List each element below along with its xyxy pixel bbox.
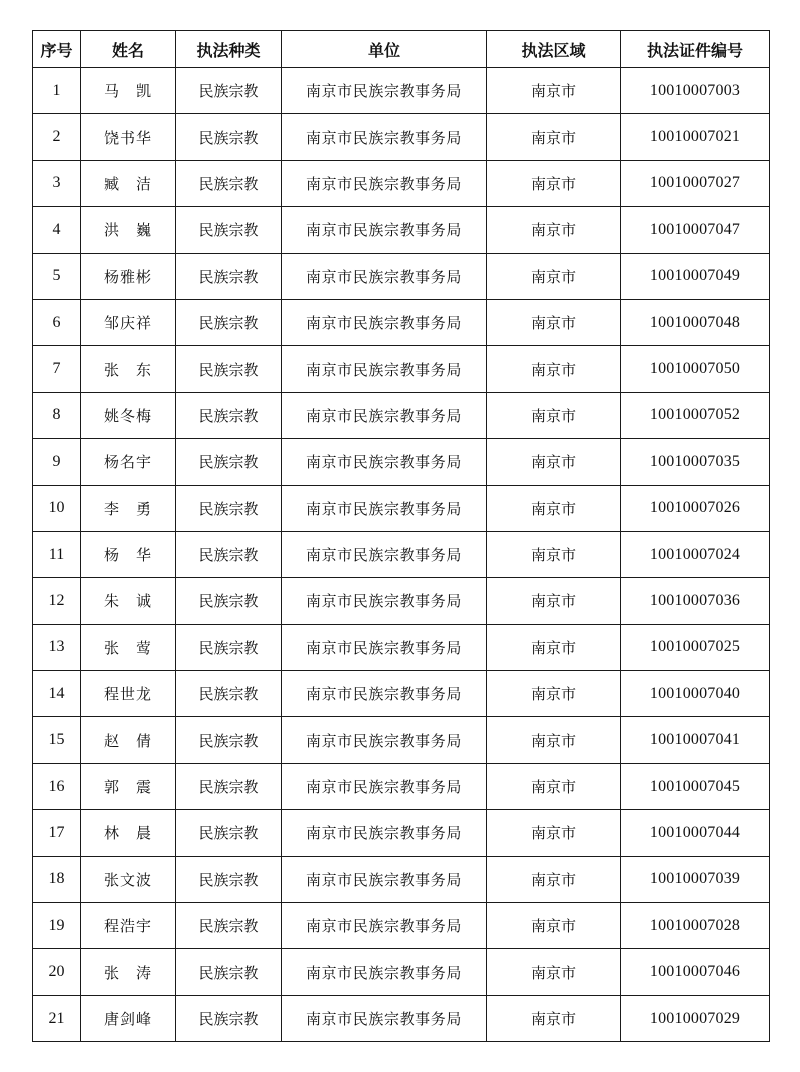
- cell-enforcement-type: 民族宗教: [176, 392, 282, 438]
- cell-serial-number: 13: [33, 624, 81, 670]
- cell-enforcement-area: 南京市: [487, 671, 621, 717]
- cell-enforcement-type: 民族宗教: [176, 253, 282, 299]
- cell-enforcement-area: 南京市: [487, 717, 621, 763]
- cell-name: 杨 华: [81, 531, 176, 577]
- cell-certificate-number: 10010007036: [621, 578, 770, 624]
- table-row: [33, 671, 770, 717]
- cell-unit: 南京市民族宗教事务局: [282, 995, 487, 1041]
- table-body: [33, 68, 770, 1042]
- cell-certificate-number: 10010007028: [621, 903, 770, 949]
- cell-unit: 南京市民族宗教事务局: [282, 856, 487, 902]
- cell-certificate-number: 10010007021: [621, 114, 770, 160]
- cell-serial-number: 20: [33, 949, 81, 995]
- cell-enforcement-area: 南京市: [487, 531, 621, 577]
- cell-certificate-number: 10010007048: [621, 299, 770, 345]
- cell-serial-number: 5: [33, 253, 81, 299]
- cell-name: 邹庆祥: [81, 299, 176, 345]
- cell-enforcement-area: 南京市: [487, 346, 621, 392]
- cell-serial-number: 7: [33, 346, 81, 392]
- cell-serial-number: 19: [33, 903, 81, 949]
- cell-enforcement-area: 南京市: [487, 763, 621, 809]
- cell-enforcement-type: 民族宗教: [176, 810, 282, 856]
- cell-certificate-number: 10010007049: [621, 253, 770, 299]
- cell-enforcement-type: 民族宗教: [176, 114, 282, 160]
- cell-certificate-number: 10010007029: [621, 995, 770, 1041]
- cell-certificate-number: 10010007027: [621, 160, 770, 206]
- cell-certificate-number: 10010007035: [621, 439, 770, 485]
- cell-serial-number: 1: [33, 68, 81, 114]
- cell-enforcement-type: 民族宗教: [176, 299, 282, 345]
- cell-enforcement-type: 民族宗教: [176, 160, 282, 206]
- cell-name: 林 晨: [81, 810, 176, 856]
- table-row: [33, 856, 770, 902]
- table-row: [33, 624, 770, 670]
- cell-name: 臧 洁: [81, 160, 176, 206]
- cell-enforcement-type: 民族宗教: [176, 763, 282, 809]
- cell-name: 姚冬梅: [81, 392, 176, 438]
- cell-enforcement-area: 南京市: [487, 624, 621, 670]
- table-row: [33, 346, 770, 392]
- cell-unit: 南京市民族宗教事务局: [282, 717, 487, 763]
- enforcement-personnel-table: [32, 30, 770, 1042]
- cell-name: 张文波: [81, 856, 176, 902]
- cell-unit: 南京市民族宗教事务局: [282, 207, 487, 253]
- cell-enforcement-area: 南京市: [487, 68, 621, 114]
- cell-certificate-number: 10010007003: [621, 68, 770, 114]
- cell-name: 郭 震: [81, 763, 176, 809]
- cell-unit: 南京市民族宗教事务局: [282, 253, 487, 299]
- cell-enforcement-area: 南京市: [487, 299, 621, 345]
- cell-serial-number: 3: [33, 160, 81, 206]
- cell-enforcement-type: 民族宗教: [176, 68, 282, 114]
- table-row: [33, 299, 770, 345]
- table-row: [33, 68, 770, 114]
- header-unit: 单位: [282, 31, 487, 68]
- cell-unit: 南京市民族宗教事务局: [282, 671, 487, 717]
- cell-unit: 南京市民族宗教事务局: [282, 531, 487, 577]
- cell-enforcement-type: 民族宗教: [176, 717, 282, 763]
- cell-name: 饶书华: [81, 114, 176, 160]
- cell-name: 张 涛: [81, 949, 176, 995]
- table-row: [33, 160, 770, 206]
- cell-certificate-number: 10010007040: [621, 671, 770, 717]
- table-row: [33, 903, 770, 949]
- cell-enforcement-area: 南京市: [487, 856, 621, 902]
- cell-unit: 南京市民族宗教事务局: [282, 763, 487, 809]
- cell-enforcement-area: 南京市: [487, 253, 621, 299]
- cell-enforcement-type: 民族宗教: [176, 346, 282, 392]
- table-row: [33, 995, 770, 1041]
- cell-serial-number: 11: [33, 531, 81, 577]
- cell-name: 赵 倩: [81, 717, 176, 763]
- cell-certificate-number: 10010007045: [621, 763, 770, 809]
- cell-unit: 南京市民族宗教事务局: [282, 439, 487, 485]
- cell-serial-number: 4: [33, 207, 81, 253]
- cell-unit: 南京市民族宗教事务局: [282, 160, 487, 206]
- cell-name: 张 莺: [81, 624, 176, 670]
- cell-enforcement-type: 民族宗教: [176, 624, 282, 670]
- cell-enforcement-type: 民族宗教: [176, 995, 282, 1041]
- cell-enforcement-area: 南京市: [487, 114, 621, 160]
- cell-name: 李 勇: [81, 485, 176, 531]
- cell-serial-number: 18: [33, 856, 81, 902]
- cell-certificate-number: 10010007025: [621, 624, 770, 670]
- cell-enforcement-area: 南京市: [487, 207, 621, 253]
- table-row: [33, 114, 770, 160]
- cell-enforcement-area: 南京市: [487, 949, 621, 995]
- enforcement-personnel-sheet: [32, 30, 770, 1042]
- cell-serial-number: 10: [33, 485, 81, 531]
- header-serial-number: 序号: [33, 31, 81, 68]
- cell-serial-number: 16: [33, 763, 81, 809]
- cell-enforcement-type: 民族宗教: [176, 207, 282, 253]
- table-row: [33, 439, 770, 485]
- table-row: [33, 392, 770, 438]
- cell-name: 洪 巍: [81, 207, 176, 253]
- cell-certificate-number: 10010007024: [621, 531, 770, 577]
- cell-unit: 南京市民族宗教事务局: [282, 114, 487, 160]
- cell-certificate-number: 10010007039: [621, 856, 770, 902]
- cell-serial-number: 2: [33, 114, 81, 160]
- table-row: [33, 949, 770, 995]
- table-row: [33, 485, 770, 531]
- cell-serial-number: 21: [33, 995, 81, 1041]
- cell-unit: 南京市民族宗教事务局: [282, 903, 487, 949]
- cell-unit: 南京市民族宗教事务局: [282, 810, 487, 856]
- cell-enforcement-type: 民族宗教: [176, 949, 282, 995]
- table-row: [33, 717, 770, 763]
- cell-certificate-number: 10010007050: [621, 346, 770, 392]
- cell-name: 唐剑峰: [81, 995, 176, 1041]
- cell-serial-number: 15: [33, 717, 81, 763]
- cell-name: 马 凯: [81, 68, 176, 114]
- table-row: [33, 810, 770, 856]
- table-row: [33, 207, 770, 253]
- table-row: [33, 253, 770, 299]
- table-header: [33, 31, 770, 68]
- cell-name: 程世龙: [81, 671, 176, 717]
- cell-enforcement-area: 南京市: [487, 995, 621, 1041]
- cell-enforcement-area: 南京市: [487, 485, 621, 531]
- cell-enforcement-type: 民族宗教: [176, 531, 282, 577]
- cell-unit: 南京市民族宗教事务局: [282, 346, 487, 392]
- cell-certificate-number: 10010007047: [621, 207, 770, 253]
- cell-enforcement-area: 南京市: [487, 810, 621, 856]
- cell-unit: 南京市民族宗教事务局: [282, 624, 487, 670]
- cell-name: 张 东: [81, 346, 176, 392]
- cell-certificate-number: 10010007041: [621, 717, 770, 763]
- header-enforcement-type: 执法种类: [176, 31, 282, 68]
- table-row: [33, 531, 770, 577]
- cell-name: 杨雅彬: [81, 253, 176, 299]
- table-row: [33, 578, 770, 624]
- cell-name: 程浩宇: [81, 903, 176, 949]
- table-row: [33, 763, 770, 809]
- cell-name: 朱 诚: [81, 578, 176, 624]
- header-enforcement-area: 执法区域: [487, 31, 621, 68]
- cell-unit: 南京市民族宗教事务局: [282, 949, 487, 995]
- cell-enforcement-type: 民族宗教: [176, 578, 282, 624]
- cell-unit: 南京市民族宗教事务局: [282, 578, 487, 624]
- cell-serial-number: 17: [33, 810, 81, 856]
- cell-certificate-number: 10010007044: [621, 810, 770, 856]
- cell-enforcement-area: 南京市: [487, 160, 621, 206]
- header-row: [33, 31, 770, 68]
- cell-serial-number: 12: [33, 578, 81, 624]
- cell-serial-number: 9: [33, 439, 81, 485]
- cell-serial-number: 14: [33, 671, 81, 717]
- header-certificate-number: 执法证件编号: [621, 31, 770, 68]
- cell-enforcement-area: 南京市: [487, 578, 621, 624]
- cell-enforcement-type: 民族宗教: [176, 856, 282, 902]
- cell-unit: 南京市民族宗教事务局: [282, 485, 487, 531]
- cell-enforcement-area: 南京市: [487, 903, 621, 949]
- cell-unit: 南京市民族宗教事务局: [282, 392, 487, 438]
- cell-enforcement-type: 民族宗教: [176, 439, 282, 485]
- cell-serial-number: 8: [33, 392, 81, 438]
- cell-serial-number: 6: [33, 299, 81, 345]
- cell-enforcement-area: 南京市: [487, 439, 621, 485]
- cell-unit: 南京市民族宗教事务局: [282, 299, 487, 345]
- cell-certificate-number: 10010007026: [621, 485, 770, 531]
- cell-enforcement-type: 民族宗教: [176, 485, 282, 531]
- cell-enforcement-type: 民族宗教: [176, 671, 282, 717]
- cell-unit: 南京市民族宗教事务局: [282, 68, 487, 114]
- cell-enforcement-area: 南京市: [487, 392, 621, 438]
- cell-certificate-number: 10010007052: [621, 392, 770, 438]
- cell-enforcement-type: 民族宗教: [176, 903, 282, 949]
- header-name: 姓名: [81, 31, 176, 68]
- cell-certificate-number: 10010007046: [621, 949, 770, 995]
- cell-name: 杨名宇: [81, 439, 176, 485]
